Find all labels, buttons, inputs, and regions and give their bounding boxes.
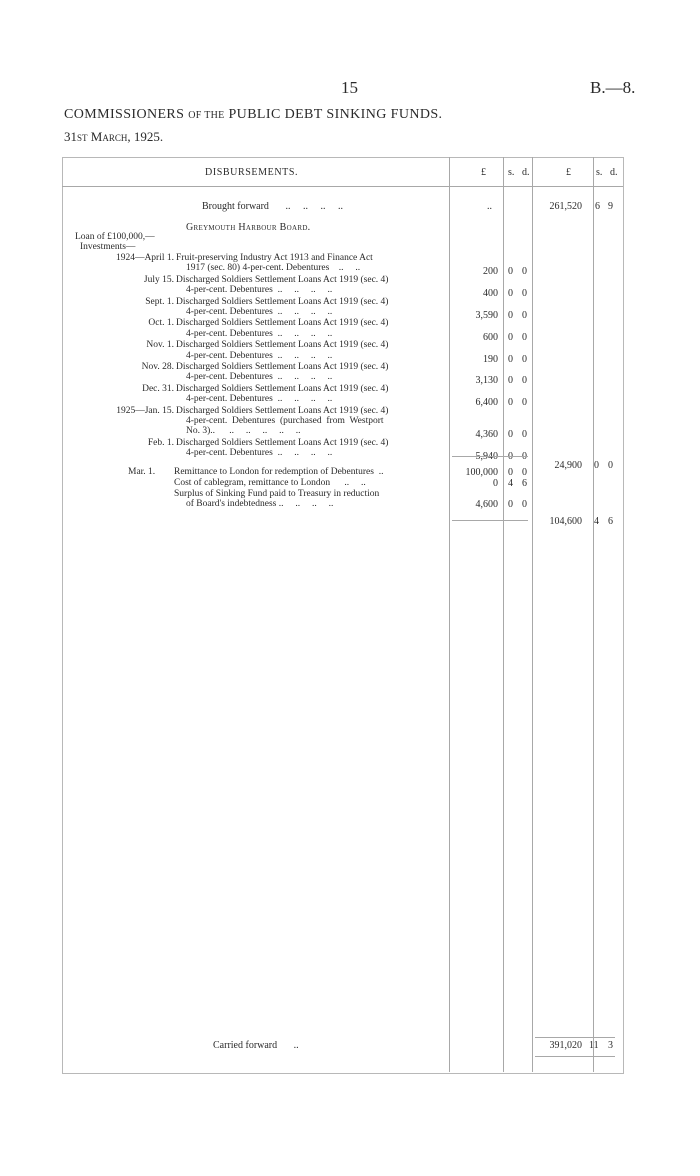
march-total-pounds: 104,600: [549, 516, 582, 527]
entry-description-line: 4-per-cent. Debentures .. .. .. ..: [186, 285, 333, 296]
entry-description-line: Discharged Soldiers Settlement Loans Act 1919 (sec. 4): [176, 362, 389, 372]
section-title: Greymouth Harbour Board.: [186, 222, 311, 233]
entry-pounds: 200: [483, 266, 498, 278]
investments-subtotal-rule: [452, 456, 528, 457]
entry-shillings: 0: [508, 397, 513, 409]
carried-forward-label: [213, 1040, 299, 1051]
title-part-1: COMMISSIONERS: [64, 107, 185, 122]
date-year: , 1925.: [127, 129, 164, 144]
carried-forward-pence: 3: [608, 1040, 613, 1051]
march-entry-description-line: Surplus of Sinking Fund paid to Treasury in reduction: [174, 488, 380, 499]
carried-forward-top-rule: [535, 1037, 615, 1038]
entry-description-line: Discharged Soldiers Settlement Loans Act 1919 (sec. 4): [176, 296, 389, 307]
carried-forward-bottom-rule: [535, 1056, 615, 1057]
entry-description-line: 1917 (sec. 80) 4-per-cent. Debentures .. ..: [186, 263, 361, 274]
title-of: OF THE: [188, 110, 225, 121]
march-entry-pence: 0: [522, 498, 527, 510]
column-rule-pounds-1: [503, 157, 504, 1072]
march-entry-shillings: 0: [508, 498, 513, 510]
entry-pence: 0: [522, 375, 527, 387]
entry-pounds: 6,400: [475, 397, 498, 409]
ledger-table-frame: [62, 157, 624, 1074]
entry-pence: 0: [522, 397, 527, 409]
brought-forward-dots: .. .. .. ..: [285, 201, 343, 212]
column-rule-pounds-2: [593, 157, 594, 1072]
entry-description-line: 4-per-cent. Debentures .. .. .. ..: [186, 306, 333, 317]
entry-pence: 0: [522, 429, 527, 441]
entry-pence: 0: [522, 451, 527, 462]
entry-pounds: 3,130: [475, 375, 498, 387]
entry-description-line: 4-per-cent. Debentures .. .. .. ..: [186, 448, 333, 458]
brought-forward-col1-dots: ..: [487, 201, 492, 212]
entry-date: Nov. 1.: [146, 340, 174, 351]
entry-shillings: 0: [508, 375, 513, 387]
carried-forward-text: Carried forward: [213, 1040, 278, 1051]
carried-forward-dots: ..: [293, 1040, 299, 1051]
march-entry-pence: 0: [522, 467, 527, 478]
march-total-pence: 6: [608, 516, 613, 527]
march-entry-pounds: 4,600: [475, 498, 498, 510]
entry-shillings: 0: [508, 309, 513, 321]
entry-date: Oct. 1.: [148, 318, 174, 329]
disbursements-heading: DISBURSEMENTS.: [205, 167, 299, 178]
march-entry-pounds: 0: [493, 477, 498, 489]
entry-pounds: 3,590: [475, 309, 498, 321]
entry-pounds: 600: [483, 331, 498, 343]
entry-description-line: Discharged Soldiers Settlement Loans Act 1919 (sec. 4): [176, 383, 389, 394]
march-entry-shillings: 4: [508, 477, 513, 489]
entry-pence: 0: [522, 331, 527, 343]
loan-label: Loan of £100,000,—: [75, 232, 155, 242]
entry-pounds: 5,940: [475, 451, 498, 462]
entry-shillings: 0: [508, 266, 513, 278]
entry-shillings: 0: [508, 451, 513, 462]
entry-description-line: Discharged Soldiers Settlement Loans Act 1919 (sec. 4): [176, 405, 389, 416]
march-entry-description-line: Cost of cablegram, remittance to London .. ..: [174, 477, 366, 488]
page-number: 15: [341, 78, 358, 97]
entry-shillings: 0: [508, 353, 513, 365]
date-day: 31st: [64, 129, 88, 144]
entry-pence: 0: [522, 288, 527, 300]
entry-pounds: 4,360: [475, 429, 498, 441]
entry-pounds: 400: [483, 288, 498, 300]
entry-pence: 0: [522, 309, 527, 321]
entry-shillings: 0: [508, 288, 513, 300]
report-date: [64, 129, 163, 145]
entry-date: Dec. 31.: [142, 383, 174, 394]
entry-shillings: 0: [508, 331, 513, 343]
investments-total-pence: 0: [608, 460, 613, 471]
investments-total-shillings: 0: [594, 460, 599, 471]
march-entry-description-line: of Board's indebtedness .. .. .. ..: [186, 498, 334, 509]
entry-description-line: 4-per-cent. Debentures (purchased from Westport: [186, 415, 384, 426]
document-code: B.—8.: [590, 78, 636, 97]
col1-pounds-heading: £: [481, 167, 486, 178]
carried-forward-pounds: 391,020: [549, 1040, 582, 1051]
col2-shillings-heading: s.: [596, 167, 603, 178]
brought-forward-pounds: 261,520: [549, 201, 582, 212]
column-rule-total: [532, 157, 533, 1072]
entry-date: Feb. 1.: [147, 437, 174, 448]
entry-shillings: 0: [508, 429, 513, 441]
march-entry-pence: 6: [522, 477, 527, 489]
march-entry-description-line: Remittance to London for redemption of Debentures ..: [174, 467, 384, 477]
entry-date: July 15.: [143, 274, 174, 285]
brought-forward-pence: 9: [608, 201, 613, 212]
entry-pence: 0: [522, 266, 527, 278]
entry-date: 1925—Jan. 15.: [116, 405, 174, 416]
investments-label: Investments—: [80, 242, 136, 252]
col2-pounds-heading: £: [566, 167, 571, 178]
brought-forward-label: [202, 201, 343, 212]
entry-pounds: 190: [483, 353, 498, 365]
entry-description-line: Fruit-preserving Industry Act 1913 and Finance Act: [176, 253, 373, 263]
entry-description-line: Discharged Soldiers Settlement Loans Act 1919 (sec. 4): [176, 318, 389, 329]
entry-description-line: Discharged Soldiers Settlement Loans Act 1919 (sec. 4): [176, 274, 389, 285]
entry-description-line: Discharged Soldiers Settlement Loans Act 1919 (sec. 4): [176, 437, 389, 448]
march-entry-shillings: 0: [508, 467, 513, 478]
brought-forward-shillings: 6: [595, 201, 600, 212]
col1-pence-heading: d.: [522, 167, 530, 178]
col1-shillings-heading: s.: [508, 167, 515, 178]
entry-date: 1924—April 1.: [115, 253, 174, 263]
brought-forward-text: Brought forward: [202, 201, 269, 212]
entry-date: Nov. 28.: [141, 362, 174, 372]
entry-description-line: Discharged Soldiers Settlement Loans Act 1919 (sec. 4): [176, 340, 389, 351]
entry-pence: 0: [522, 353, 527, 365]
entry-description-line: 4-per-cent. Debentures .. .. .. ..: [186, 350, 333, 361]
col2-pence-heading: d.: [610, 167, 618, 178]
march-subtotal-rule: [452, 520, 528, 521]
march-total-shillings: 4: [594, 516, 599, 527]
investments-total-pounds: 24,900: [554, 460, 582, 471]
entry-description-line: 4-per-cent. Debentures .. .. .. ..: [186, 372, 333, 383]
title-part-2: PUBLIC DEBT SINKING FUNDS.: [228, 107, 443, 122]
entry-description-line: 4-per-cent. Debentures .. .. .. ..: [186, 328, 333, 339]
date-month: March: [90, 129, 128, 144]
entry-date: Sept. 1.: [145, 296, 174, 307]
entry-description-line: 4-per-cent. Debentures .. .. .. ..: [186, 394, 333, 405]
carried-forward-shillings: 11: [589, 1040, 599, 1051]
column-rule-description: [449, 157, 450, 1072]
page-title: [64, 107, 442, 123]
march-entry-pounds: 100,000: [465, 467, 498, 478]
header-rule: [62, 186, 623, 187]
march-date: Mar. 1.: [128, 467, 156, 477]
entry-description-line: No. 3).. .. .. .. .. ..: [186, 426, 301, 437]
